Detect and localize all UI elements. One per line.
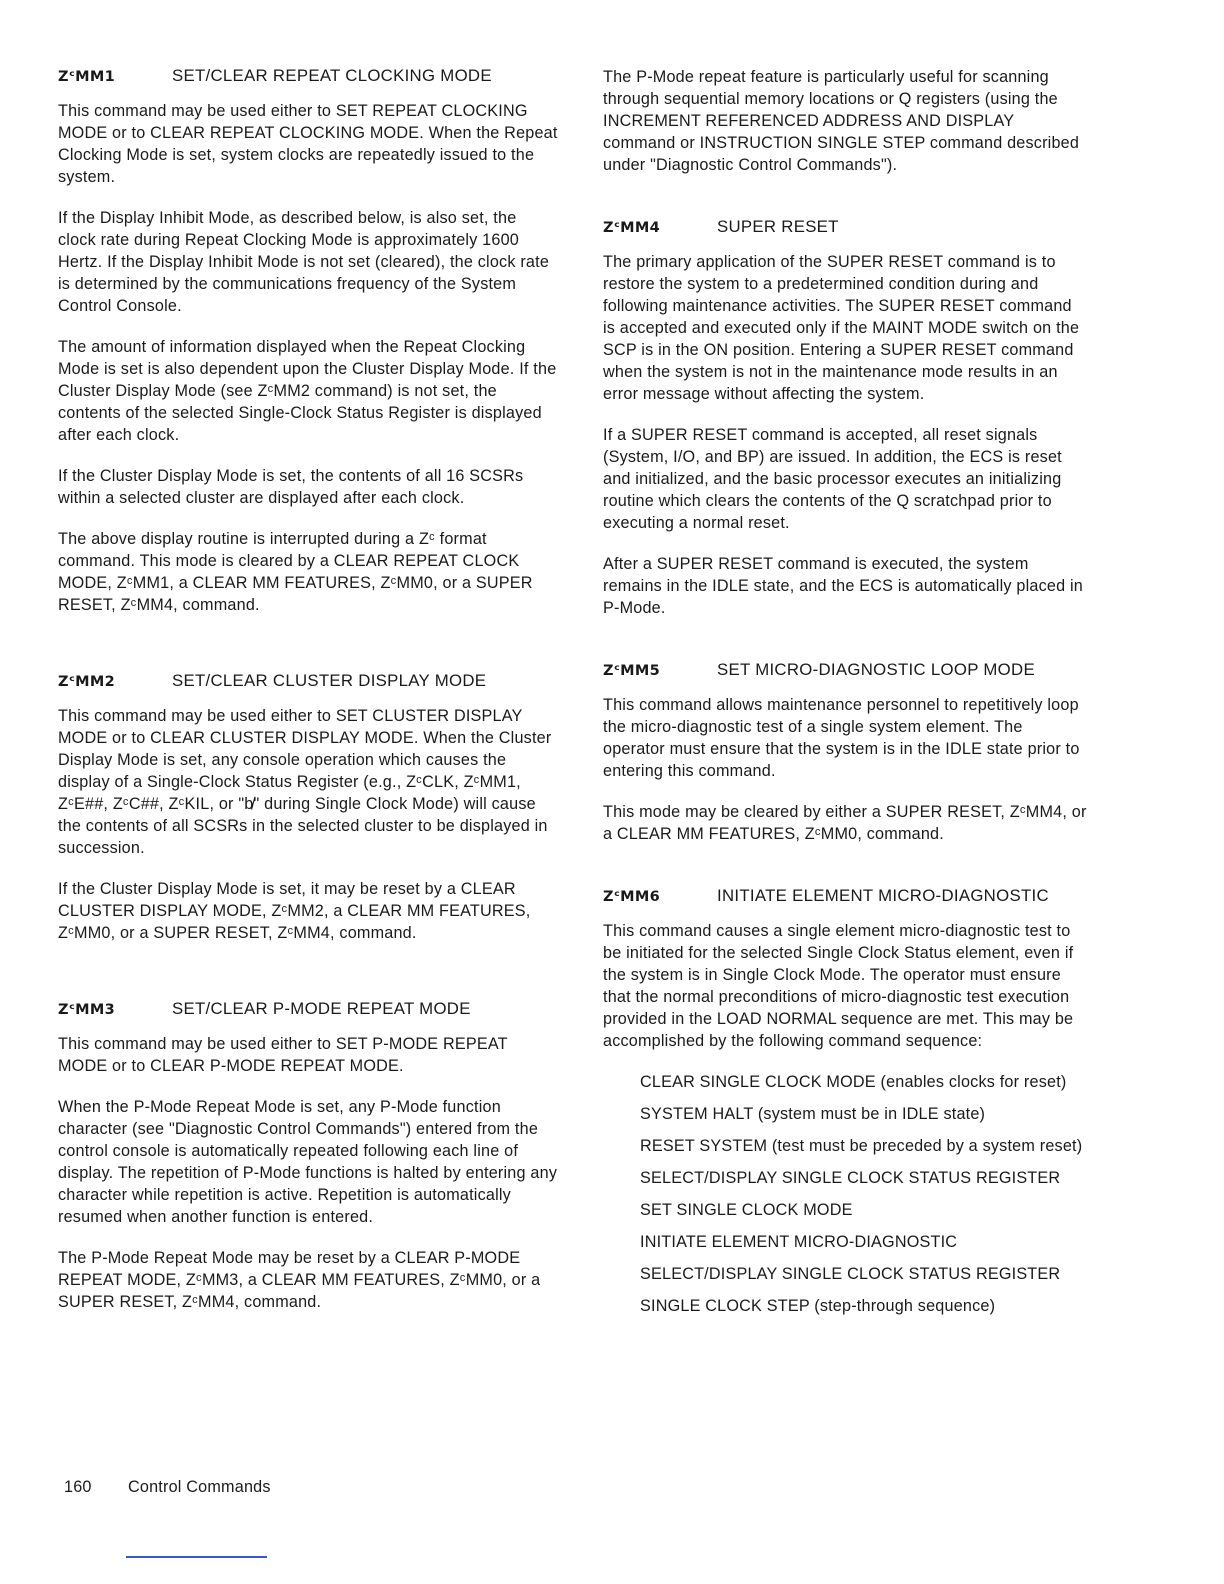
paragraph: After a SUPER RESET command is executed, the system remains in the IDLE state, and the ECS is automatically placed in P-Mode.: [603, 555, 1083, 617]
section-title: INITIATE ELEMENT MICRO-DIAGNOSTIC: [717, 886, 1049, 905]
list-item: INITIATE ELEMENT MICRO-DIAGNOSTIC: [640, 1233, 958, 1251]
section-title: SET/CLEAR REPEAT CLOCKING MODE: [172, 66, 492, 85]
page-footer: [64, 1478, 271, 1497]
scan-artifact-line: [126, 1556, 267, 1558]
command-sequence-list: [603, 1071, 1088, 1317]
paragraph: If the Display Inhibit Mode, as described below, is also set, the clock rate during Repeat Clocking Mode is approximately 1600 Hertz. If the Display Inhibit Mode is not set (cleared), the clock rate is determined by the communications frequency of the System Control Console.: [58, 209, 550, 315]
section-heading-zcmm1: [58, 66, 558, 86]
list-item: SINGLE CLOCK STEP (step-through sequence): [640, 1297, 996, 1315]
paragraph: This command may be used either to SET CLUSTER DISPLAY MODE or to CLEAR CLUSTER DISPLAY MODE. When the Cluster Display Mode is set, any console operation which causes the display of a Single-Clock Status Register (e.g., ZᶜCLK, ZᶜMM1, ZᶜE##, ZᶜC##, ZᶜKIL, or "b̸" during Single Clock Mode) will cause the contents of all SCSRs in the selected cluster to be displayed in succession.: [58, 707, 552, 857]
paragraph: This command allows maintenance personnel to repetitively loop the micro-diagnostic test of a single system element. The operator must ensure that the system is in the IDLE state prior to entering this command.: [603, 696, 1080, 780]
section-title: SET/CLEAR CLUSTER DISPLAY MODE: [172, 671, 487, 690]
command-code: ZᶜMM2: [58, 674, 115, 690]
paragraph: The primary application of the SUPER RESET command is to restore the system to a predetermined condition during and following maintenance activities. The SUPER RESET command is accepted and executed only if the MAINT MODE switch on the SCP is in the ON position. Entering a SUPER RESET command when the system is not in the maintenance mode results in an error message without affecting the system.: [603, 253, 1080, 403]
right-column: [603, 66, 1088, 1327]
section-heading-zcmm6: [603, 886, 1088, 906]
section-heading-zcmm2: [58, 671, 558, 691]
paragraph: The P-Mode repeat feature is particularly useful for scanning through sequential memory locations or Q registers (using the INCREMENT REFERENCED ADDRESS AND DISPLAY command or INSTRUCTION SINGLE STEP command described under "Diagnostic Control Commands").: [603, 68, 1080, 174]
list-item: RESET SYSTEM (test must be preceded by a system reset): [640, 1137, 1083, 1155]
section-title: SUPER RESET: [717, 217, 839, 236]
paragraph: This mode may be cleared by either a SUPER RESET, ZᶜMM4, or a CLEAR MM FEATURES, ZᶜMM0, command.: [603, 803, 1087, 843]
list-item: SELECT/DISPLAY SINGLE CLOCK STATUS REGISTER: [640, 1265, 1061, 1283]
page-number: 160: [64, 1478, 92, 1496]
command-code: ZᶜMM3: [58, 1002, 115, 1018]
paragraph: The above display routine is interrupted during a Zᶜ format command. This mode is cleared by a CLEAR REPEAT CLOCK MODE, ZᶜMM1, a CLEAR MM FEATURES, ZᶜMM0, or a SUPER RESET, ZᶜMM4, command.: [58, 530, 533, 614]
command-code: ZᶜMM5: [603, 663, 660, 679]
command-code: ZᶜMM6: [603, 889, 660, 905]
footer-section-title: Control Commands: [128, 1478, 271, 1496]
section-heading-zcmm4: [603, 217, 1088, 237]
paragraph: The P-Mode Repeat Mode may be reset by a CLEAR P-MODE REPEAT MODE, ZᶜMM3, a CLEAR MM FEATURES, ZᶜMM0, or a SUPER RESET, ZᶜMM4, command.: [58, 1249, 541, 1311]
paragraph: If a SUPER RESET command is accepted, all reset signals (System, I/O, and BP) are issued. In addition, the ECS is reset and initialized, and the basic processor executes an initializing routine which clears the contents of the Q scratchpad prior to executing a normal reset.: [603, 426, 1062, 532]
left-column: [58, 66, 558, 1332]
command-code: ZᶜMM4: [603, 220, 660, 236]
paragraph: When the P-Mode Repeat Mode is set, any P-Mode function character (see "Diagnostic Control Commands") entered from the control console is automatically repeated following each line of display. The repetition of P-Mode functions is halted by entering any character while repetition is active. Repetition is automatically resumed when another function is entered.: [58, 1098, 558, 1226]
paragraph: This command may be used either to SET P-MODE REPEAT MODE or to CLEAR P-MODE REPEAT MODE.: [58, 1035, 508, 1075]
section-title: SET/CLEAR P-MODE REPEAT MODE: [172, 999, 471, 1018]
paragraph: The amount of information displayed when the Repeat Clocking Mode is set is also dependent upon the Cluster Display Mode. If the Cluster Display Mode (see ZᶜMM2 command) is not set, the contents of the selected Single-Clock Status Register is displayed after each clock.: [58, 338, 557, 444]
paragraph: This command causes a single element micro-diagnostic test to be initiated for the selected Single Clock Status element, even if the system is in Single Clock Mode. The operator must ensure that the normal preconditions of micro-diagnostic test execution provided in the LOAD NORMAL sequence are met. This may be accomplished by the following command sequence:: [603, 922, 1074, 1050]
command-code: ZᶜMM1: [58, 69, 115, 85]
list-item: SET SINGLE CLOCK MODE: [640, 1201, 853, 1219]
paragraph: If the Cluster Display Mode is set, the contents of all 16 SCSRs within a selected cluster are displayed after each clock.: [58, 467, 524, 507]
paragraph: This command may be used either to SET REPEAT CLOCKING MODE or to CLEAR REPEAT CLOCKING MODE. When the Repeat Clocking Mode is set, system clocks are repeatedly issued to the system.: [58, 102, 558, 186]
list-item: SELECT/DISPLAY SINGLE CLOCK STATUS REGISTER: [640, 1169, 1061, 1187]
list-item: CLEAR SINGLE CLOCK MODE (enables clocks for reset): [640, 1073, 1067, 1091]
paragraph: If the Cluster Display Mode is set, it may be reset by a CLEAR CLUSTER DISPLAY MODE, ZᶜMM2, a CLEAR MM FEATURES, ZᶜMM0, or a SUPER RESET, ZᶜMM4, command.: [58, 880, 531, 942]
section-heading-zcmm5: [603, 660, 1088, 680]
section-heading-zcmm3: [58, 999, 558, 1019]
list-item: SYSTEM HALT (system must be in IDLE state): [640, 1105, 986, 1123]
section-title: SET MICRO-DIAGNOSTIC LOOP MODE: [717, 660, 1035, 679]
